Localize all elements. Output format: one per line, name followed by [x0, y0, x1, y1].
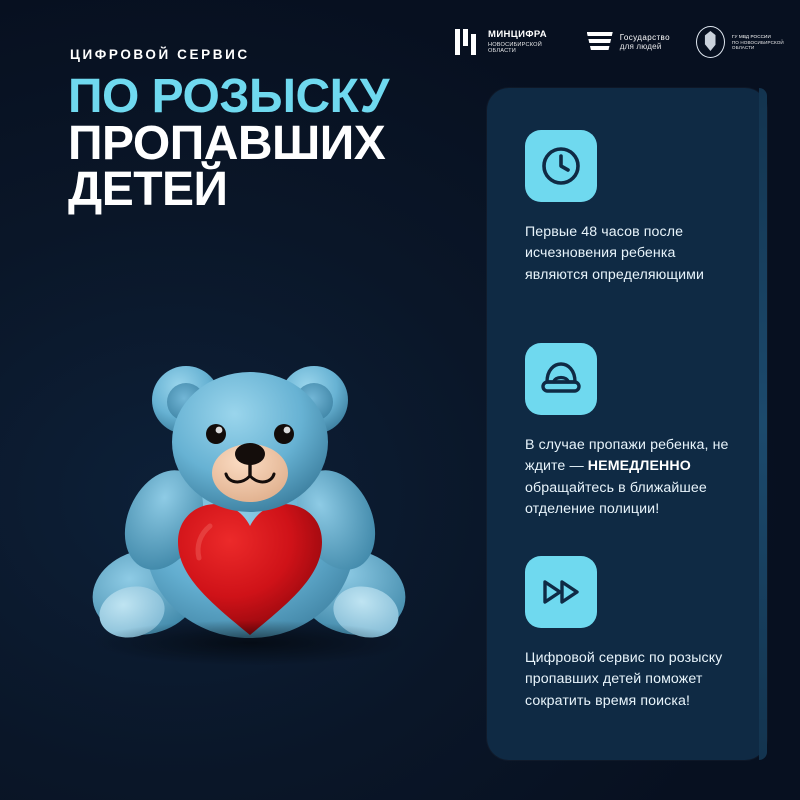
mvd-logo-text: [732, 34, 800, 51]
gosuslugi-logo-text: [620, 33, 670, 51]
headline-line-3: ДЕТЕЙ: [68, 163, 228, 217]
mvd-emblem-icon: [696, 26, 725, 58]
police-cap-icon: [525, 343, 597, 415]
mvd-logo-line2: ПО НОВОСИБИРСКОЙ ОБЛАСТИ: [731, 39, 784, 51]
feature-item-2: [525, 343, 737, 520]
logo-mincifra: [455, 29, 561, 55]
mincifra-logo-line2: НОВОСИБИРСКОЙ ОБЛАСТИ: [488, 41, 542, 54]
headline-line-1: ПО РОЗЫСКУ: [68, 70, 389, 123]
poster-kicker: ЦИФРОВОЙ СЕРВИС: [70, 47, 250, 62]
mvd-logo-line1: ГУ МВД РОССИИ: [731, 33, 771, 39]
headline-line-2: ПРОПАВШИХ: [68, 116, 386, 170]
gosuslugi-flag-icon: [587, 29, 613, 55]
fast-forward-icon: [525, 556, 597, 628]
mincifra-logo-text: [488, 30, 561, 55]
page-title: [68, 70, 488, 217]
info-panel: [487, 88, 767, 760]
mincifra-logo-line1: МИНЦИФРА: [488, 28, 548, 40]
panel-accent-stripe: [759, 88, 767, 760]
illustration-description: [0, 0, 1, 1]
logo-gosuslugi: [587, 29, 670, 55]
feature-item-3: [525, 556, 737, 712]
feature-text-3: Цифровой сервис по розыску пропавших детей поможет сократить время поиска!: [525, 650, 723, 709]
logo-row: [455, 26, 800, 58]
gosuslugi-logo-line1: Государство: [619, 32, 670, 42]
gosuslugi-logo-line2: для людей: [619, 42, 662, 51]
bear-drop-shadow: [90, 620, 410, 666]
feature-text-1: Первые 48 часов после исчезновения ребенка являются определяющими: [525, 224, 705, 283]
feature-text-2: В случае пропажи ребенка, не ждите — НЕМЕДЛЕННО обращайтесь в ближайшее отделение полиции!: [525, 437, 729, 517]
clock-icon: [525, 130, 597, 202]
teddy-bear-illustration: [60, 330, 440, 675]
feature-item-1: [525, 130, 737, 286]
mincifra-logo-icon: [455, 29, 481, 55]
logo-mvd: [696, 26, 800, 58]
